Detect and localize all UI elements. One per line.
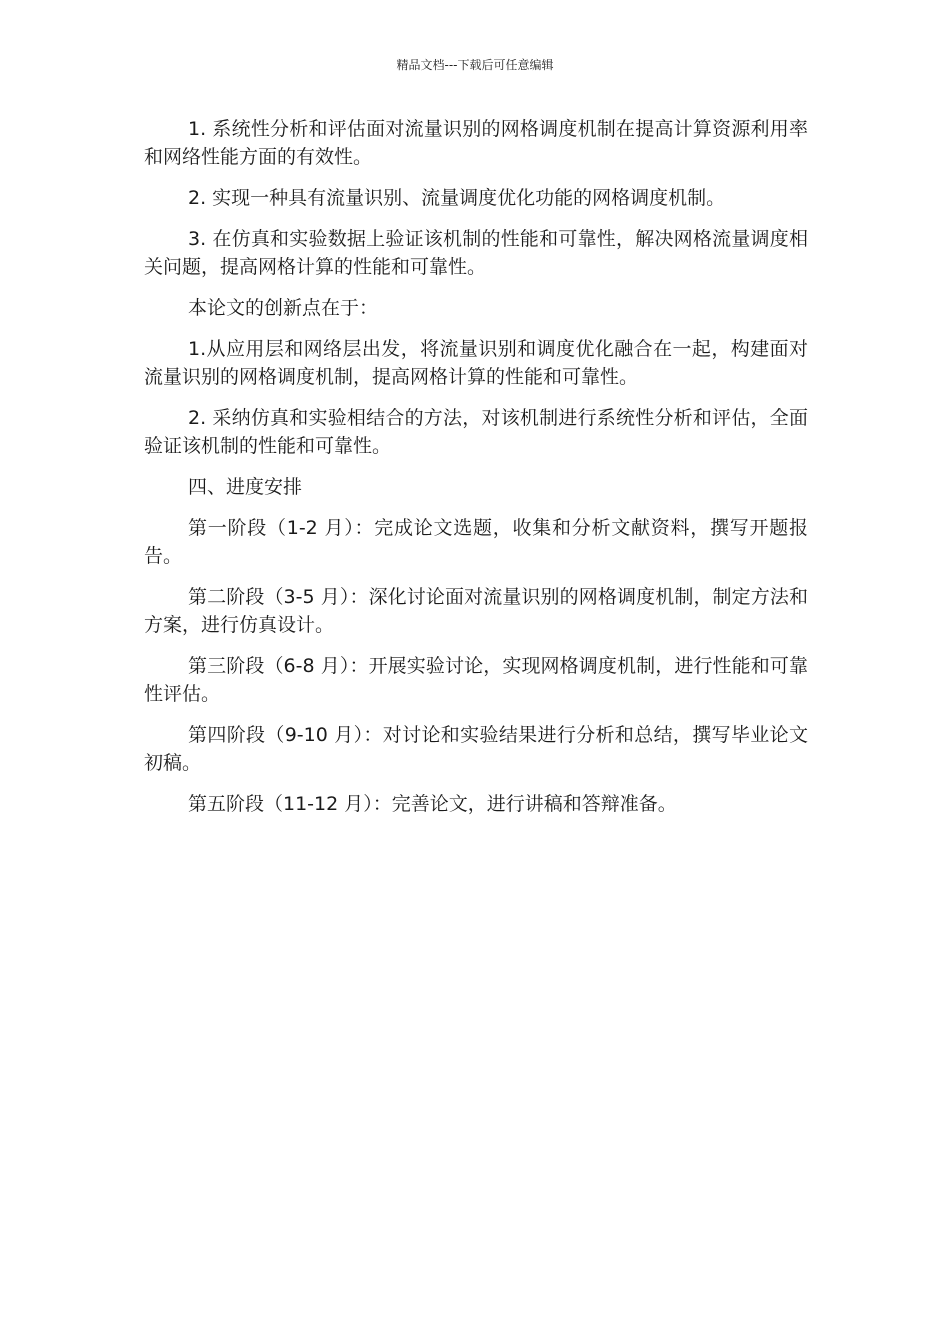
stage-5-paragraph: 第五阶段（11-12 月）：完善论文，进行讲稿和答辩准备。 [188,793,677,815]
document-body [144,115,808,831]
stage-3-paragraph: 第三阶段（6-8 月）：开展实验讨论，实现网格调度机制，进行性能和可靠性评估。 [144,655,808,705]
goal-1-paragraph: 1. 系统性分析和评估面对流量识别的网格调度机制在提高计算资源利用率和网络性能方面的有效性。 [144,118,808,168]
section-heading-schedule: 四、进度安排 [188,476,303,498]
stage-2-paragraph: 第二阶段（3-5 月）：深化讨论面对流量识别的网格调度机制，制定方法和方案，进行仿真设计。 [144,586,808,636]
innovation-1-paragraph: 1.从应用层和网络层出发，将流量识别和调度优化融合在一起，构建面对流量识别的网格调度机制，提高网格计算的性能和可靠性。 [144,338,808,388]
stage-4-paragraph: 第四阶段（9-10 月）：对讨论和实验结果进行分析和总结，撰写毕业论文初稿。 [144,724,808,774]
goal-3-paragraph: 3. 在仿真和实验数据上验证该机制的性能和可靠性，解决网格流量调度相关问题，提高网格计算的性能和可靠性。 [144,228,808,278]
stage-1-paragraph: 第一阶段（1-2 月）：完成论文选题，收集和分析文献资料，撰写开题报告。 [144,517,808,567]
page-header: 精品文档---下载后可任意编辑 [396,58,554,72]
innovation-2-paragraph: 2. 采纳仿真和实验相结合的方法，对该机制进行系统性分析和评估，全面验证该机制的性能和可靠性。 [144,407,808,457]
goal-2-paragraph: 2. 实现一种具有流量识别、流量调度优化功能的网格调度机制。 [188,187,726,209]
innovation-intro-paragraph: 本论文的创新点在于： [188,297,379,319]
